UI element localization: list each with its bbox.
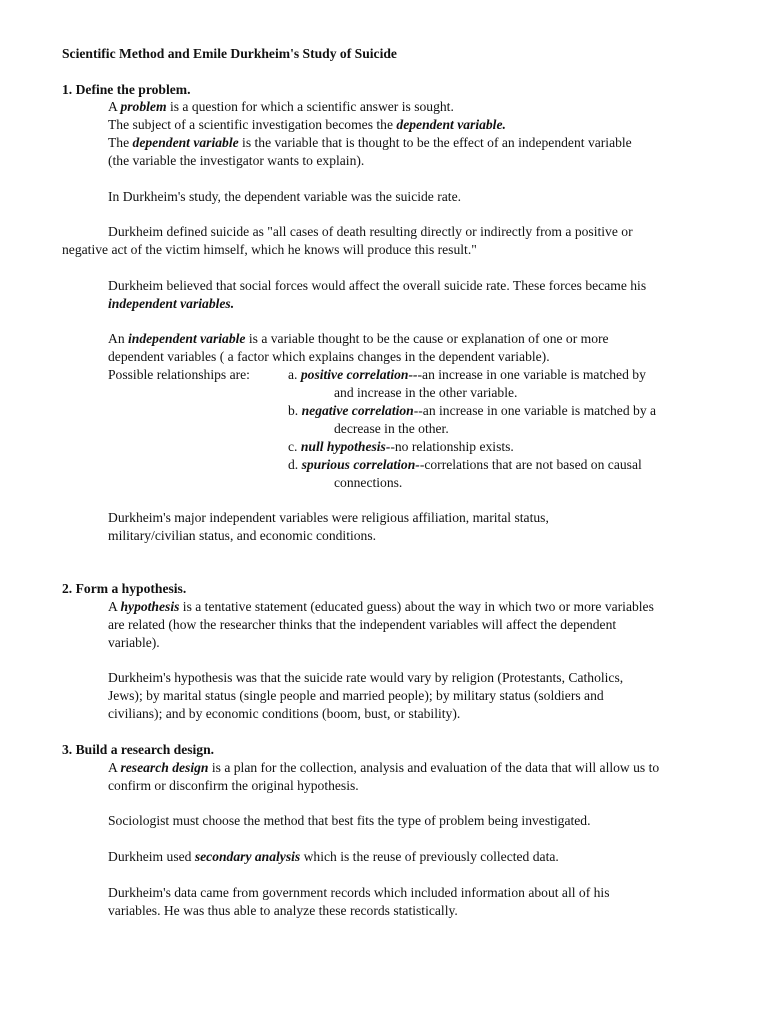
term-null-hypothesis: null hypothesis- <box>300 439 391 454</box>
s2-line-2: are related (how the researcher thinks that the independent variables will affect the dependent <box>108 617 617 632</box>
text-run: which is the reuse of previously collected data. <box>300 849 559 864</box>
relationships-label: Possible relationships are: <box>108 367 250 382</box>
term-negative-correlation: negative correlation <box>301 403 414 418</box>
term-hypothesis: hypothesis <box>120 599 180 614</box>
s3-paragraph-3 <box>108 848 559 866</box>
term-spurious-correlation: spurious correlation- <box>301 457 420 472</box>
s3-paragraph-4-line-1: Durkheim's data came from government records which included information about all of his <box>108 885 610 900</box>
text-run: -an increase in one variable is matched by <box>417 367 646 382</box>
relationship-b-continued: decrease in the other. <box>334 421 449 436</box>
section-1-heading: 1. Define the problem. <box>62 82 191 97</box>
document-title: Scientific Method and Emile Durkheim's Study of Suicide <box>62 46 397 61</box>
s2-paragraph-2-line-3: civilians); and by economic conditions (boom, bust, or stability). <box>108 706 461 721</box>
s2-paragraph-2-line-1: Durkheim's hypothesis was that the suicide rate would vary by religion (Protestants, Catholics, <box>108 670 624 685</box>
relationship-a-continued: and increase in the other variable. <box>334 385 518 400</box>
text-run: is a question for which a scientific answer is sought. <box>166 99 454 114</box>
s1-line-4: (the variable the investigator wants to explain). <box>108 153 365 168</box>
text-run: is a plan for the collection, analysis and evaluation of the data that will allow us to <box>208 760 660 775</box>
text-run: is the variable that is thought to be the effect of an independent variable <box>238 135 632 150</box>
text-run: The subject of a scientific investigation becomes the <box>108 117 397 132</box>
term-research-design: research design <box>120 760 209 775</box>
relationship-d-continued: connections. <box>334 475 403 490</box>
s1-paragraph-6-line-1: Durkheim's major independent variables were religious affiliation, marital status, <box>108 510 549 525</box>
s1-paragraph-5-line-2: dependent variables ( a factor which explains changes in the dependent variable). <box>108 349 550 364</box>
text-run: is a tentative statement (educated guess) about the way in which two or more variables <box>179 599 654 614</box>
s3-paragraph-4-line-2: variables. He was thus able to analyze these records statistically. <box>108 903 458 918</box>
text-run: A <box>108 760 121 775</box>
text-run: -correlations that are not based on causal <box>419 457 642 472</box>
relationship-c <box>288 438 514 456</box>
section-2-heading: 2. Form a hypothesis. <box>62 581 187 596</box>
text-run: A <box>108 599 121 614</box>
term-positive-correlation: positive correlation-- <box>300 367 418 382</box>
term-independent-variable: independent variable <box>128 331 246 346</box>
list-marker: c. <box>288 439 301 454</box>
s3-line-1 <box>108 759 659 777</box>
s2-paragraph-2-line-2: Jews); by marital status (single people and married people); by military status (soldiers and <box>108 688 604 703</box>
list-marker: d. <box>288 457 302 472</box>
s1-paragraph-3-line-1: Durkheim defined suicide as "all cases of death resulting directly or indirectly from a positive or <box>108 224 633 239</box>
s1-paragraph-5-line-1 <box>108 330 609 348</box>
s1-paragraph-2: In Durkheim's study, the dependent variable was the suicide rate. <box>108 189 462 204</box>
term-dependent-variable: dependent variable. <box>396 117 506 132</box>
text-run: is a variable thought to be the cause or explanation of one or more <box>245 331 609 346</box>
s1-line-3 <box>108 134 632 152</box>
term-problem: problem <box>120 99 167 114</box>
s3-paragraph-2: Sociologist must choose the method that best fits the type of problem being investigated. <box>108 813 591 828</box>
s3-line-2: confirm or disconfirm the original hypothesis. <box>108 778 359 793</box>
text-run: --an increase in one variable is matched by a <box>413 403 657 418</box>
relationship-b <box>288 402 656 420</box>
s1-paragraph-4-line-1: Durkheim believed that social forces would affect the overall suicide rate. These forces became his <box>108 278 647 293</box>
s2-line-3: variable). <box>108 635 160 650</box>
text-run: A <box>108 99 121 114</box>
term-dependent-variable: dependent variable <box>132 135 239 150</box>
term-independent-variables: independent variables. <box>108 296 235 311</box>
list-marker: b. <box>288 403 302 418</box>
term-secondary-analysis: secondary analysis <box>194 849 301 864</box>
relationship-a <box>288 366 646 384</box>
text-run: An <box>108 331 129 346</box>
s2-line-1 <box>108 598 654 616</box>
text-run: Durkheim used <box>108 849 195 864</box>
list-marker: a. <box>288 367 301 382</box>
s1-line-2 <box>108 116 506 134</box>
s1-paragraph-3-line-2: negative act of the victim himself, which he knows will produce this result." <box>62 242 477 257</box>
text-run: The <box>108 135 133 150</box>
section-3-heading: 3. Build a research design. <box>62 742 215 757</box>
relationship-d <box>288 456 642 474</box>
s1-line-1 <box>108 98 454 116</box>
text-run: -no relationship exists. <box>390 439 514 454</box>
s1-paragraph-6-line-2: military/civilian status, and economic conditions. <box>108 528 377 543</box>
